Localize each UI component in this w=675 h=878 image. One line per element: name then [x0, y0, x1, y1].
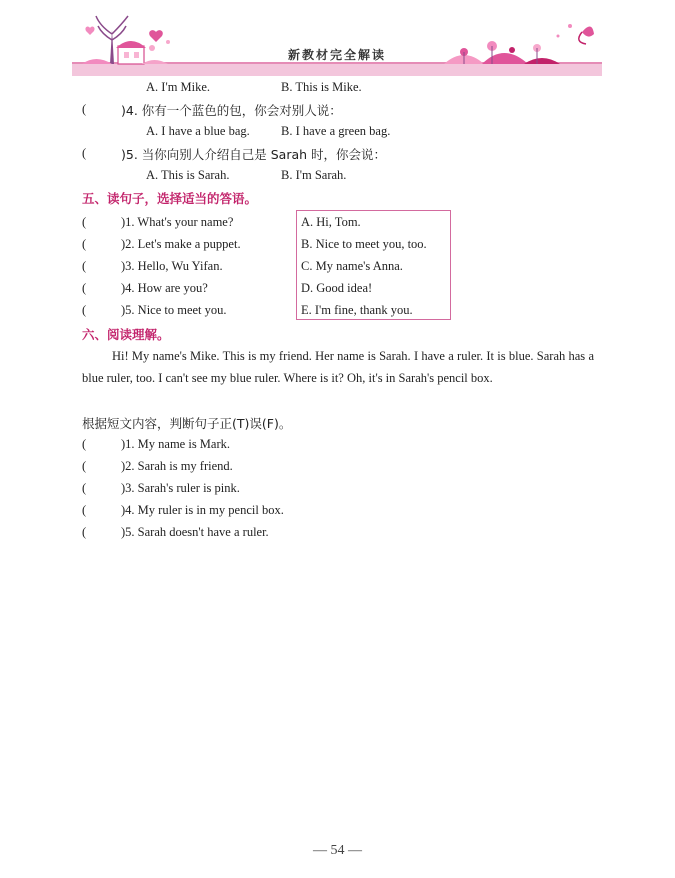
house-decoration	[82, 41, 168, 64]
answer-paren: (	[82, 215, 87, 229]
section-heading: 六、阅读理解。	[82, 327, 170, 342]
answer-choice: C. My name's Anna.	[301, 259, 403, 273]
option-b: B. I'm Sarah.	[281, 168, 347, 182]
header-title: 新教材完全解读	[287, 48, 386, 62]
butterfly-decoration	[557, 24, 595, 44]
reading-passage: Hi! My name's Mike. This is my friend. Her name is Sarah. I have a ruler. It is blue. Sarah has a blue ruler, too. I can't see my blue ruler. Where is it? Oh, it's in Sarah's pencil box.	[82, 349, 594, 385]
answer-choice: A. Hi, Tom.	[301, 215, 361, 229]
answer-choice: D. Good idea!	[301, 281, 373, 295]
page-header	[72, 12, 602, 78]
answer-paren: (	[82, 481, 87, 495]
statement-text: )1. My name is Mark.	[121, 437, 231, 451]
statement-text: )5. Sarah doesn't have a ruler.	[121, 525, 269, 539]
question-text: )5. 当你向别人介绍自己是 Sarah 时，你会说：	[121, 147, 387, 162]
answer-choice: E. I'm fine, thank you.	[301, 303, 413, 317]
answer-paren: (	[82, 525, 87, 539]
statement-text: )2. Sarah is my friend.	[121, 459, 233, 473]
statement-text: )4. My ruler is in my pencil box.	[121, 503, 284, 517]
answer-paren: (	[82, 303, 87, 317]
statement-text: )3. Sarah's ruler is pink.	[121, 481, 240, 495]
question-text: )4. 你有一个蓝色的包，你会对别人说：	[121, 103, 342, 118]
section-heading: 五、读句子，选择适当的答语。	[82, 191, 258, 206]
option-a: A. This is Sarah.	[146, 168, 230, 182]
question-text: )4. How are you?	[121, 281, 208, 295]
option-a: A. I have a blue bag.	[146, 124, 250, 138]
header-decoration	[72, 12, 602, 78]
page-number: — 54 —	[313, 843, 362, 858]
answer-paren: (	[82, 237, 87, 251]
instruction-text: 根据短文内容，判断句子正(T)误(F)。	[82, 416, 292, 431]
question-text: )3. Hello, Wu Yifan.	[121, 259, 223, 273]
answer-paren: (	[82, 503, 87, 517]
question-text: )1. What's your name?	[121, 215, 234, 229]
answer-paren: (	[82, 281, 87, 295]
option-b: B. I have a green bag.	[281, 124, 391, 138]
option-b: B. This is Mike.	[281, 80, 362, 94]
answer-paren: (	[82, 459, 87, 473]
answer-paren: (	[82, 259, 87, 273]
question-text: )5. Nice to meet you.	[121, 303, 227, 317]
option-a: A. I'm Mike.	[146, 80, 211, 94]
answer-paren: (	[82, 146, 87, 160]
answer-paren: (	[82, 437, 87, 451]
flower-decoration	[444, 41, 560, 64]
answer-choice: B. Nice to meet you, too.	[301, 237, 427, 251]
question-text: )2. Let's make a puppet.	[121, 237, 241, 251]
answer-paren: (	[82, 102, 87, 116]
